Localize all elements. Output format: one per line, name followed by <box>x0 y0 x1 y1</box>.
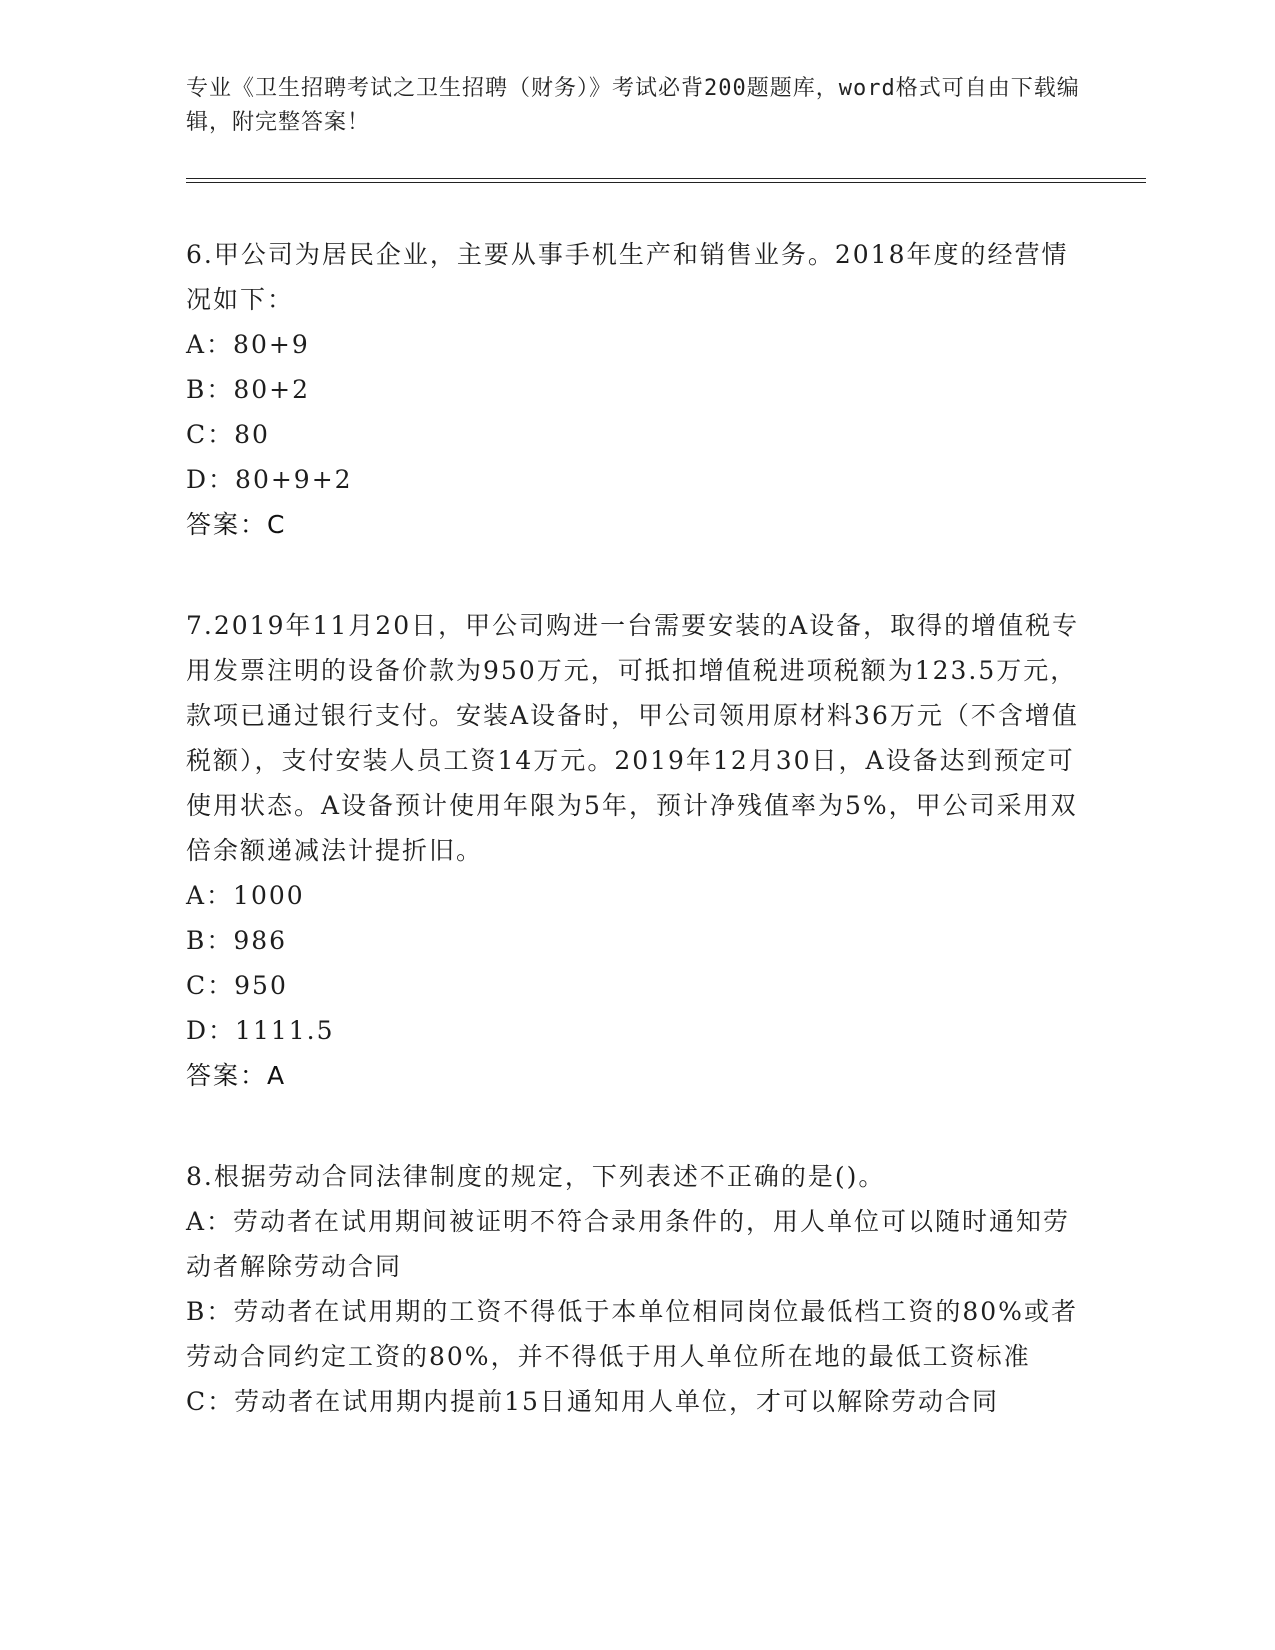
option-a: A：1000 <box>186 881 305 910</box>
option-c: C：80 <box>186 420 270 449</box>
option-d: D：1111.5 <box>186 1016 335 1045</box>
answer-line: 答案：A <box>186 1061 287 1090</box>
question-6 <box>186 232 1086 547</box>
question-text: 6.甲公司为居民企业，主要从事手机生产和销售业务。2018年度的经营情况如下： <box>186 240 1069 314</box>
question-8 <box>186 1154 1086 1424</box>
option-c: C：950 <box>186 971 288 1000</box>
header-rule-top <box>186 178 1146 179</box>
answer-line: 答案：C <box>186 510 287 539</box>
option-a: A：劳动者在试用期间被证明不符合录用条件的，用人单位可以随时通知劳动者解除劳动合同 <box>186 1207 1071 1281</box>
option-b: B：986 <box>186 926 288 955</box>
option-b: B：劳动者在试用期的工资不得低于本单位相同岗位最低档工资的80%或者劳动合同约定工资的80%，并不得低于用人单位所在地的最低工资标准 <box>186 1297 1078 1371</box>
option-c: C：劳动者在试用期内提前15日通知用人单位，才可以解除劳动合同 <box>186 1387 999 1416</box>
question-7 <box>186 603 1086 1098</box>
document-header: 专业《卫生招聘考试之卫生招聘（财务）》考试必背200题题库，word格式可自由下载编辑，附完整答案！ <box>186 76 1080 135</box>
option-d: D：80+9+2 <box>186 465 353 494</box>
question-list <box>186 232 1086 1480</box>
option-a: A：80+9 <box>186 330 310 359</box>
header-rule-bottom <box>186 182 1146 183</box>
question-text: 8.根据劳动合同法律制度的规定，下列表述不正确的是()。 <box>186 1162 886 1191</box>
option-b: B：80+2 <box>186 375 311 404</box>
question-text: 7.2019年11月20日，甲公司购进一台需要安装的A设备，取得的增值税专用发票注明的设备价款为950万元，可抵扣增值税进项税额为123.5万元，款项已通过银行支付。安装A设备时，甲公司领用原材料36万元（不含增值税额），支付安装人员工资14万元。2019年12月30日，A设备达到预定可使用状态。A设备预计使用年限为5年，预计净残值率为5%，甲公司采用双倍余额递减法计提折旧。 <box>186 611 1080 865</box>
